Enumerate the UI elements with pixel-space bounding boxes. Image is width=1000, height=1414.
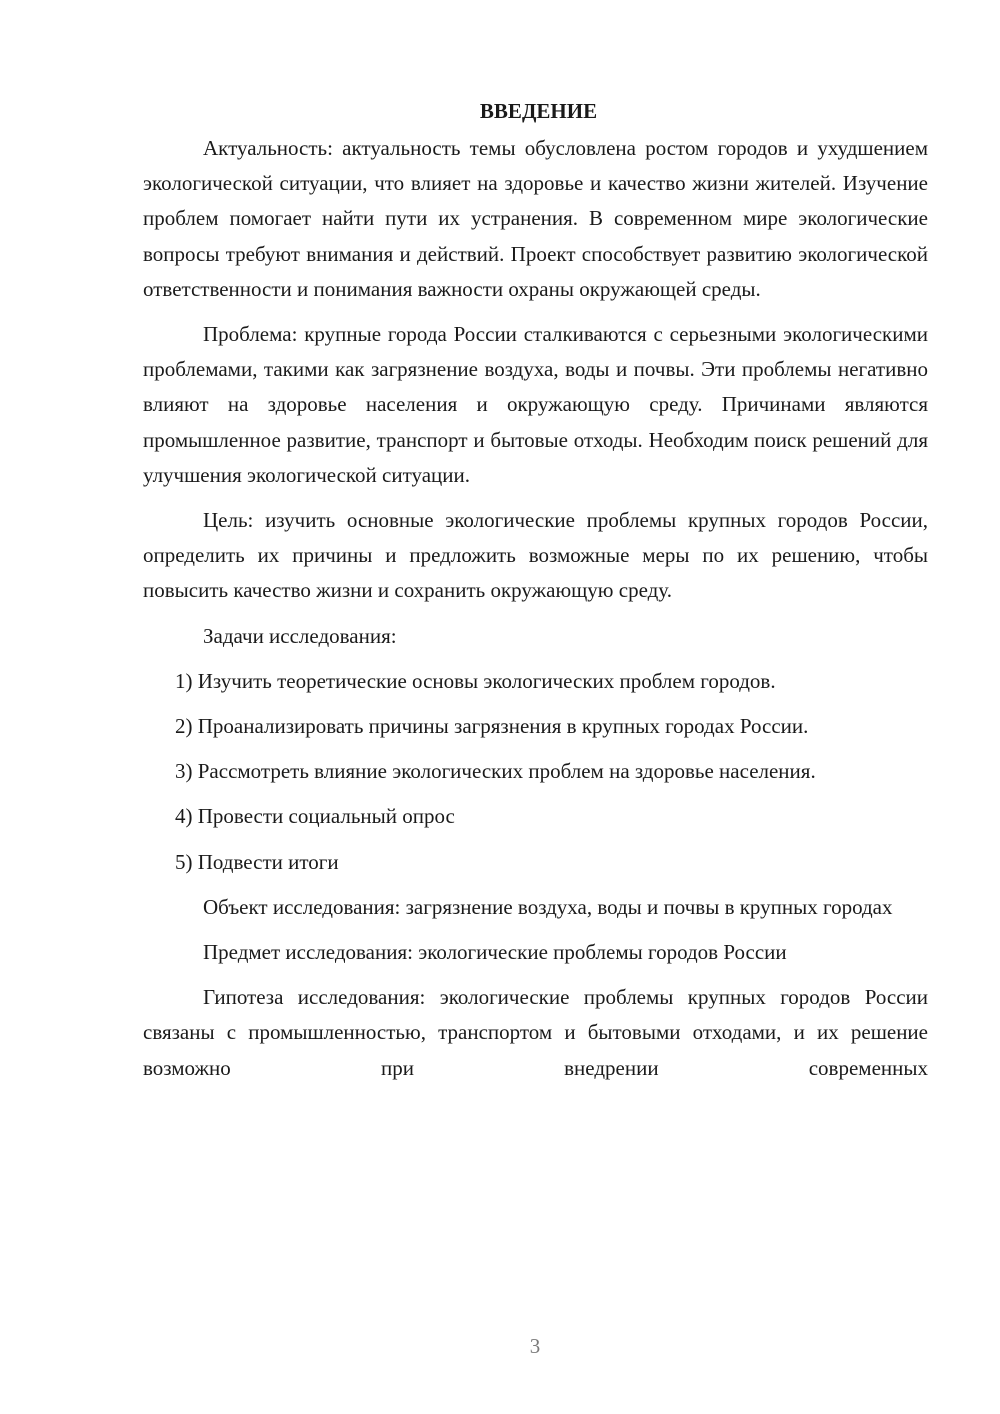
paragraph-problem: Проблема: крупные города России сталкиваются с серьезными экологическими проблемами, такими как загрязнение воздуха, воды и почвы. Эти проблемы негативно влияют на здоровье населения и окружающую среду. Причинами являются промышленное развитие, транспорт и бытовые отходы. Необходим поиск решений для улучшения экологической ситуации. — [143, 322, 928, 487]
document-page — [143, 95, 928, 1086]
task-item-1: 1) Изучить теоретические основы экологических проблем городов. — [175, 668, 776, 693]
task-item-3: 3) Рассмотреть влияние экологических проблем на здоровье населения. — [175, 759, 816, 784]
paragraph-goal: Цель: изучить основные экологические проблемы крупных городов России, определить их причины и предложить возможные меры по их решению, чтобы повысить качество жизни и сохранить окружающую среду. — [143, 508, 928, 603]
paragraph-relevance: Актуальность: актуальность темы обусловлена ростом городов и ухудшением экологической ситуации, что влияет на здоровье и качество жизни жителей. Изучение проблем помогает найти пути их устранения. В современном мире экологические вопросы требуют внимания и действий. Проект способствует развитию экологической ответственности и понимания важности охраны окружающей среды. — [143, 136, 928, 301]
task-item-4: 4) Провести социальный опрос — [175, 804, 455, 829]
task-item-5: 5) Подвести итоги — [175, 849, 339, 874]
paragraph-tasks-heading: Задачи исследования: — [203, 623, 397, 648]
paragraph-subject: Предмет исследования: экологические проблемы городов России — [203, 940, 787, 965]
section-title: ВВЕДЕНИЕ — [479, 99, 598, 123]
task-item-2: 2) Проанализировать причины загрязнения в крупных городах России. — [175, 714, 809, 739]
page-number: 3 — [529, 1334, 541, 1358]
paragraph-object: Объект исследования: загрязнение воздуха, воды и почвы в крупных городах — [203, 894, 893, 919]
paragraph-hypothesis: Гипотеза исследования: экологические проблемы крупных городов России связаны с промышленностью, транспортом и бытовыми отходами, и их решение возможно при внедрении современных — [143, 985, 928, 1080]
